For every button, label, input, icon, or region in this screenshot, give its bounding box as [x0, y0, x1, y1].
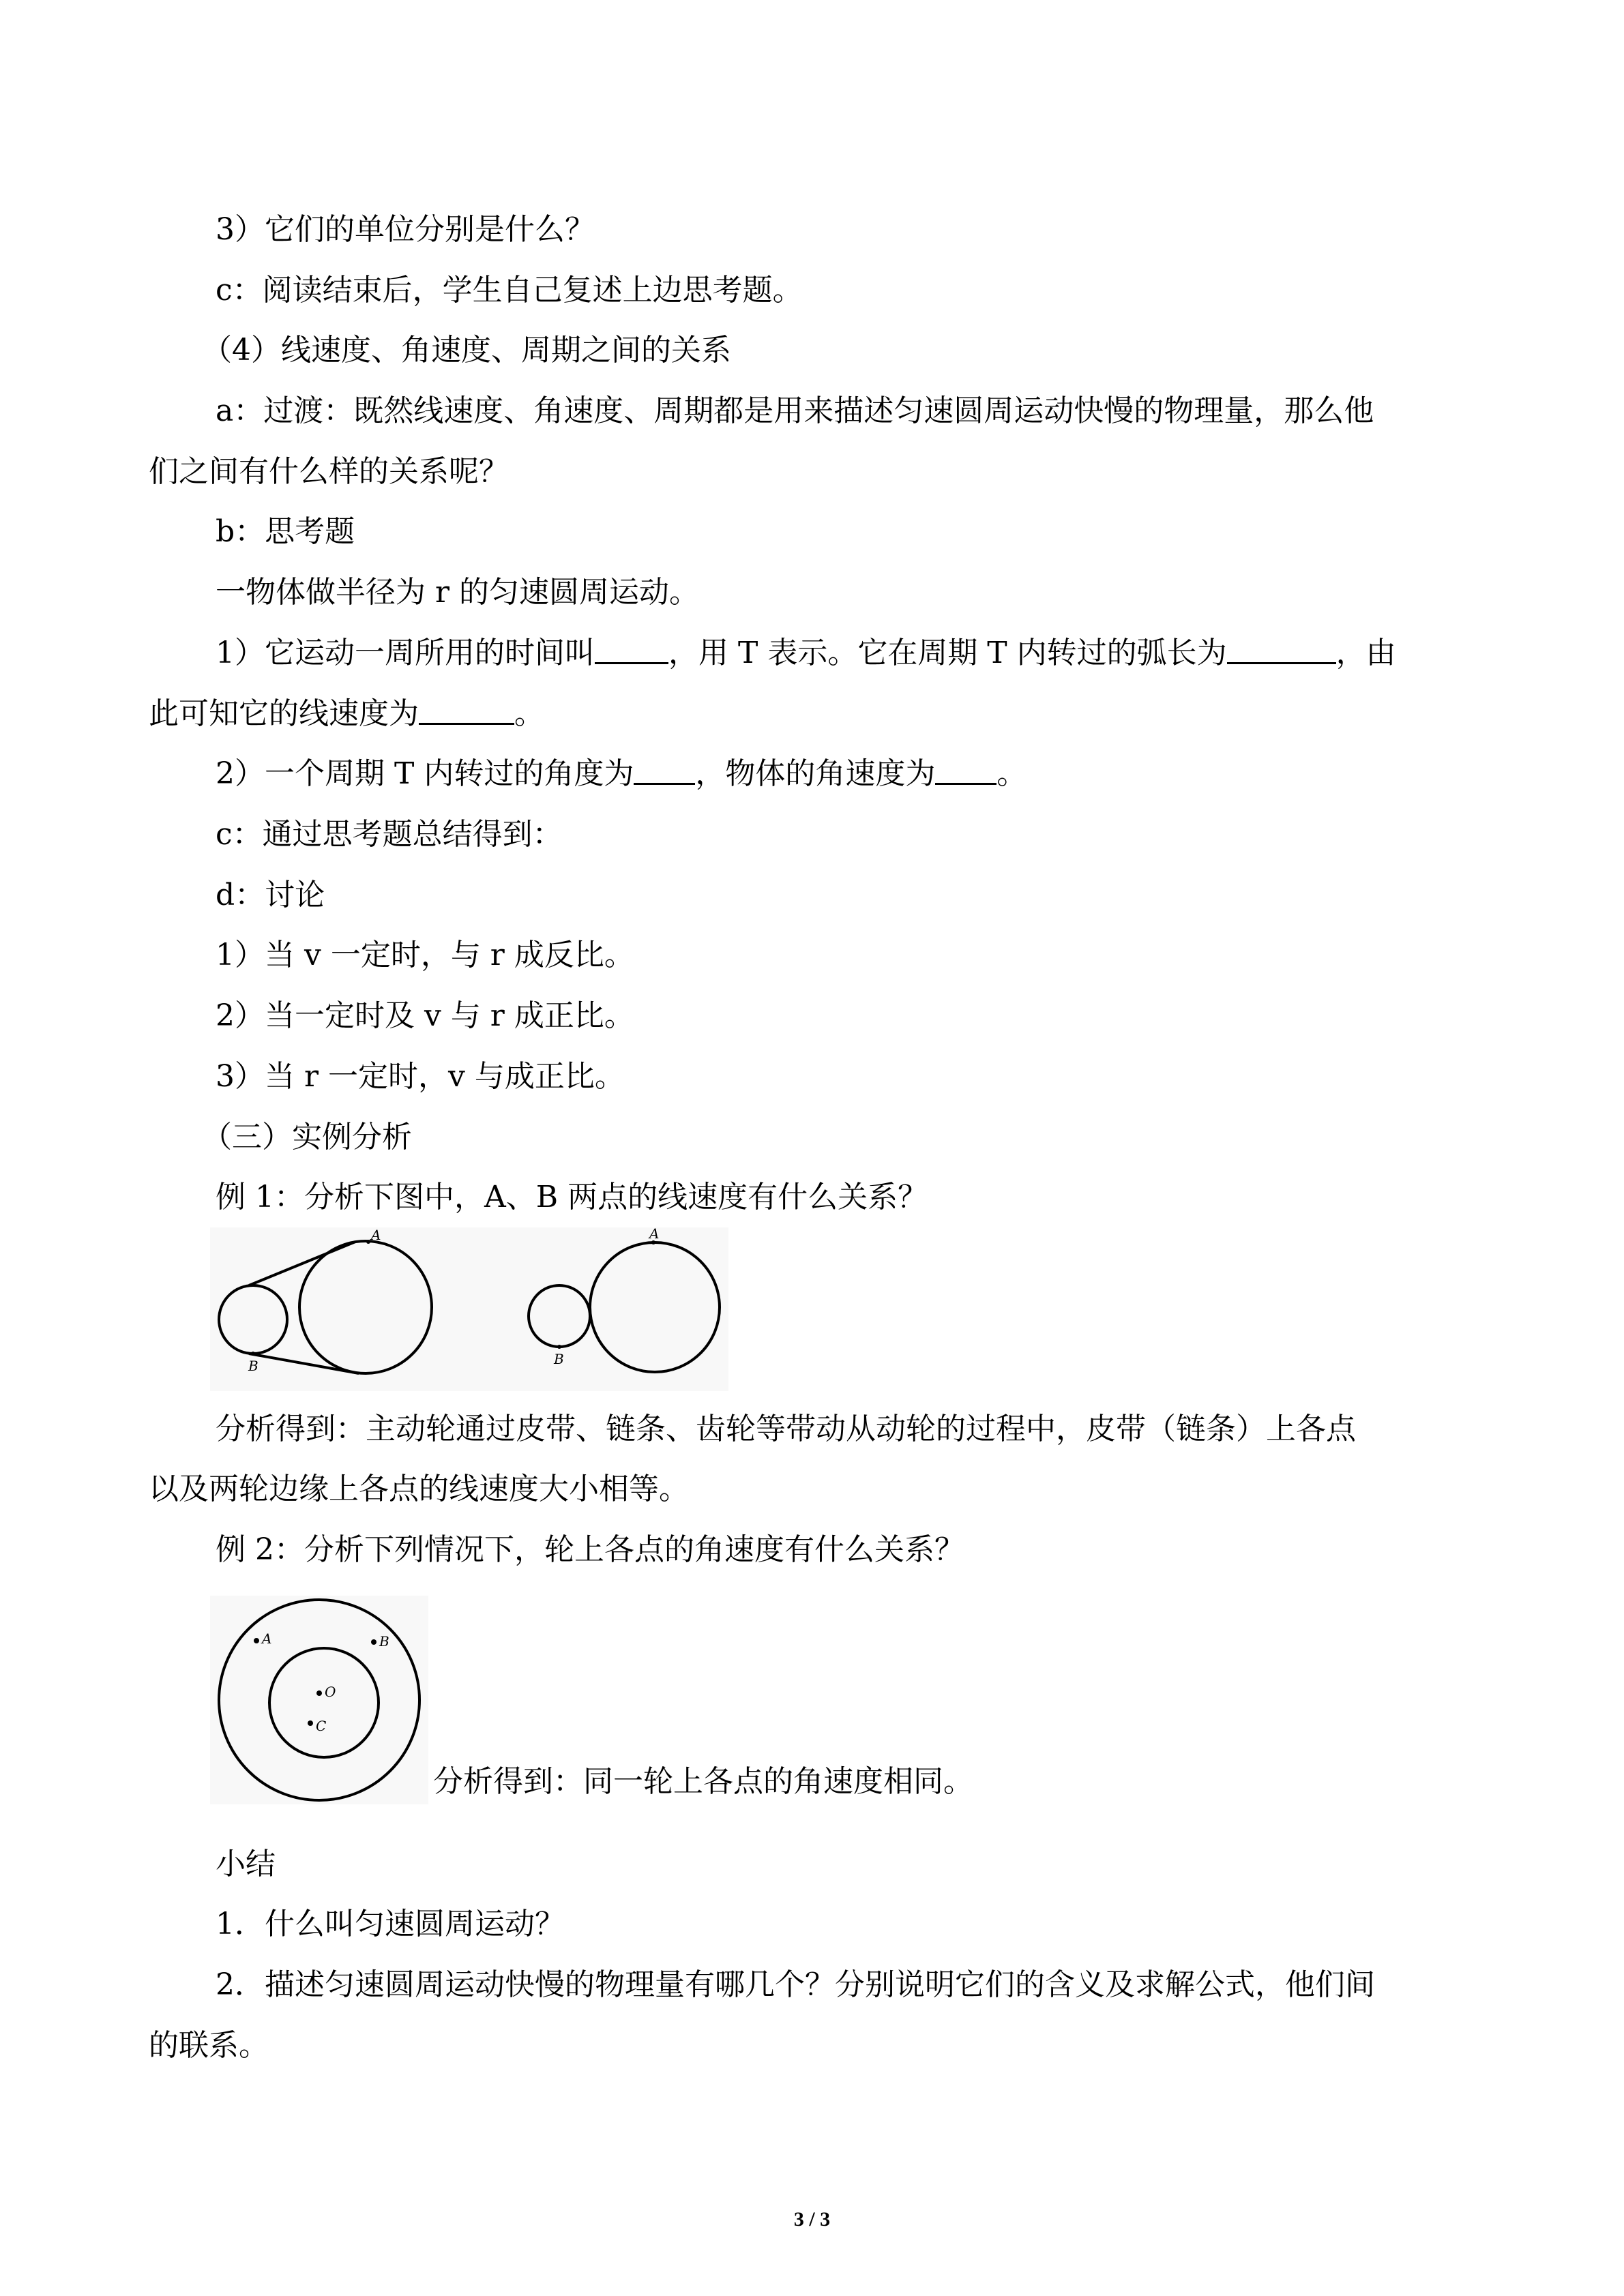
point-label-o: O: [325, 1684, 336, 1700]
fill-blank: [1227, 635, 1336, 664]
point-label-a: A: [262, 1630, 272, 1647]
example-title: 例 1：分析下图中，A、B 两点的线速度有什么关系？: [216, 1180, 928, 1214]
point-label-a: A: [649, 1227, 660, 1242]
point-label-a: A: [371, 1227, 381, 1243]
text-segment: 2）一个周期 T 内转过的角度为: [216, 756, 634, 791]
example-title: 例 2：分析下列情况下，轮上各点的角速度有什么关系？: [216, 1532, 964, 1567]
text-line: 2．描述匀速圆周运动快慢的物理量有哪几个？分别说明它们的含义及求解公式，他们间: [216, 1967, 1375, 2002]
fill-blank: [419, 696, 514, 725]
text-segment: ，用 T 表示。它在周期 T 内转过的弧长为: [668, 636, 1227, 670]
text-line: 3）当 r 一定时，v 与成正比。: [216, 1059, 625, 1094]
text-segment: 此可知它的线速度为: [149, 696, 419, 731]
text-line: 一物体做半径为 r 的匀速圆周运动。: [216, 575, 700, 610]
text-line: a：过渡：既然线速度、角速度、周期都是用来描述匀速圆周运动快慢的物理量，那么他: [216, 393, 1374, 428]
text-line: 分析得到：主动轮通过皮带、链条、齿轮等带动从动轮的过程中，皮带（链条）上各点: [216, 1412, 1356, 1446]
question-line: [216, 755, 1027, 793]
point-label-b: B: [554, 1351, 564, 1367]
text-line: 分析得到：同一轮上各点的角速度相同。: [433, 1764, 973, 1799]
text-line: c：通过思考题总结得到：: [216, 817, 563, 852]
concentric-wheel-figure: [210, 1596, 428, 1804]
text-line: 以及两轮边缘上各点的线速度大小相等。: [149, 1472, 689, 1506]
fill-blank: [935, 756, 996, 785]
text-segment: 1）它运动一周所用的时间叫: [216, 636, 595, 670]
section-heading: （三）实例分析: [202, 1120, 412, 1154]
section-heading: 小结: [216, 1847, 276, 1881]
question-line: [216, 634, 1396, 672]
text-line: c：阅读结束后，学生自己复述上边思考题。: [216, 273, 803, 308]
text-segment: ，物体的角速度为: [695, 756, 936, 791]
text-line: 1）当 v 一定时，与 r 成反比。: [216, 938, 634, 972]
text-segment: 。: [514, 696, 544, 731]
text-segment: 。: [996, 756, 1027, 791]
text-line: 1．什么叫匀速圆周运动？: [216, 1907, 565, 1941]
wheel-transmission-figure: [210, 1227, 728, 1391]
text-segment: ，由: [1335, 636, 1396, 670]
text-line: 的联系。: [149, 2028, 269, 2063]
text-line: 2）当一定时及 v 与 r 成正比。: [216, 998, 634, 1033]
page-number: 3 / 3: [793, 2208, 831, 2231]
text-line: 们之间有什么样的关系呢？: [149, 454, 509, 489]
text-line: 3）它们的单位分别是什么？: [216, 212, 595, 247]
fill-blank: [595, 635, 668, 664]
section-heading: （4）线速度、角速度、周期之间的关系: [202, 333, 731, 368]
fill-blank: [634, 756, 695, 785]
point-label-c: C: [316, 1718, 327, 1734]
text-line: b：思考题: [216, 514, 355, 549]
point-label-b: B: [379, 1633, 389, 1650]
point-label-b: B: [248, 1358, 259, 1374]
question-line: [149, 695, 544, 733]
text-line: d：讨论: [216, 878, 325, 912]
